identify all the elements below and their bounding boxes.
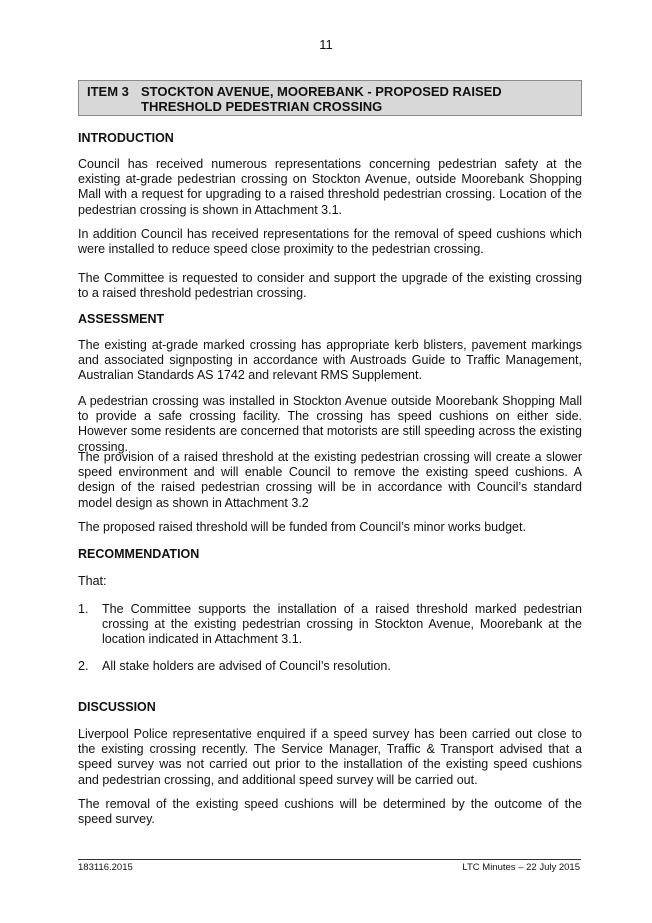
assessment-heading: ASSESSMENT (78, 312, 165, 326)
footer-document-number: 183116.2015 (78, 862, 133, 873)
discussion-heading: DISCUSSION (78, 700, 156, 714)
introduction-paragraph-2: In addition Council has received representations for the removal of speed cushions which were installed to reduce speed close proximity to the pedestrian crossing. (78, 227, 582, 257)
item-number: ITEM 3 (87, 84, 129, 99)
discussion-paragraph-2: The removal of the existing speed cushions will be determined by the outcome of the speed survey. (78, 797, 582, 827)
recommendation-item-number: 1. (78, 602, 89, 616)
assessment-paragraph-3: The provision of a raised threshold at the existing pedestrian crossing will create a slower speed environment and will enable Council to remove the existing speed cushions. A design of the raised pedestrian crossing will be in accordance with Council’s standard model design as shown in Attachment 3.2 (78, 450, 582, 510)
recommendation-item-text: All stake holders are advised of Council’s resolution. (102, 659, 391, 673)
page-number: 11 (319, 37, 333, 52)
introduction-paragraph-3: The Committee is requested to consider and support the upgrade of the existing crossing to a raised threshold pedestrian crossing. (78, 271, 582, 301)
recommendation-intro: That: (78, 574, 107, 588)
assessment-paragraph-4: The proposed raised threshold will be funded from Council’s minor works budget. (78, 520, 526, 534)
assessment-paragraph-2: A pedestrian crossing was installed in Stockton Avenue outside Moorebank Shopping Mall to provide a safe crossing facility. The crossing has speed cushions on either side. However some residents are concerned that motorists are still speeding across the existing crossing. (78, 394, 582, 454)
recommendation-item-text: The Committee supports the installation of a raised threshold marked pedestrian crossing at the existing pedestrian crossing in Stockton Avenue, Moorebank at the location indicated in Attachment 3.1. (102, 602, 582, 647)
footer-minutes-date: LTC Minutes – 22 July 2015 (462, 862, 580, 873)
assessment-paragraph-1: The existing at-grade marked crossing has appropriate kerb blisters, pavement markings and associated signposting in accordance with Austroads Guide to Traffic Management, Australian Standards AS 1742 and relevant RMS Supplement. (78, 338, 582, 383)
item-header-box (78, 80, 582, 116)
introduction-heading: INTRODUCTION (78, 131, 174, 145)
recommendation-item-number: 2. (78, 659, 89, 673)
item-title: STOCKTON AVENUE, MOOREBANK - PROPOSED RAISED THRESHOLD PEDESTRIAN CROSSING (141, 84, 502, 114)
introduction-paragraph-1: Council has received numerous representations concerning pedestrian safety at the existing at-grade pedestrian crossing on Stockton Avenue, outside Moorebank Shopping Mall with a request for upgrading to a raised threshold pedestrian crossing. Location of the pedestrian crossing is shown in Attachment 3.1. (78, 157, 582, 217)
discussion-paragraph-1: Liverpool Police representative enquired if a speed survey has been carried out close to the existing crossing recently. The Service Manager, Traffic & Transport advised that a speed survey was not carried out prior to the installation of the existing speed cushions and pedestrian crossing, and additional speed survey will be carried out. (78, 727, 582, 787)
recommendation-heading: RECOMMENDATION (78, 547, 200, 561)
footer-divider (78, 859, 581, 860)
